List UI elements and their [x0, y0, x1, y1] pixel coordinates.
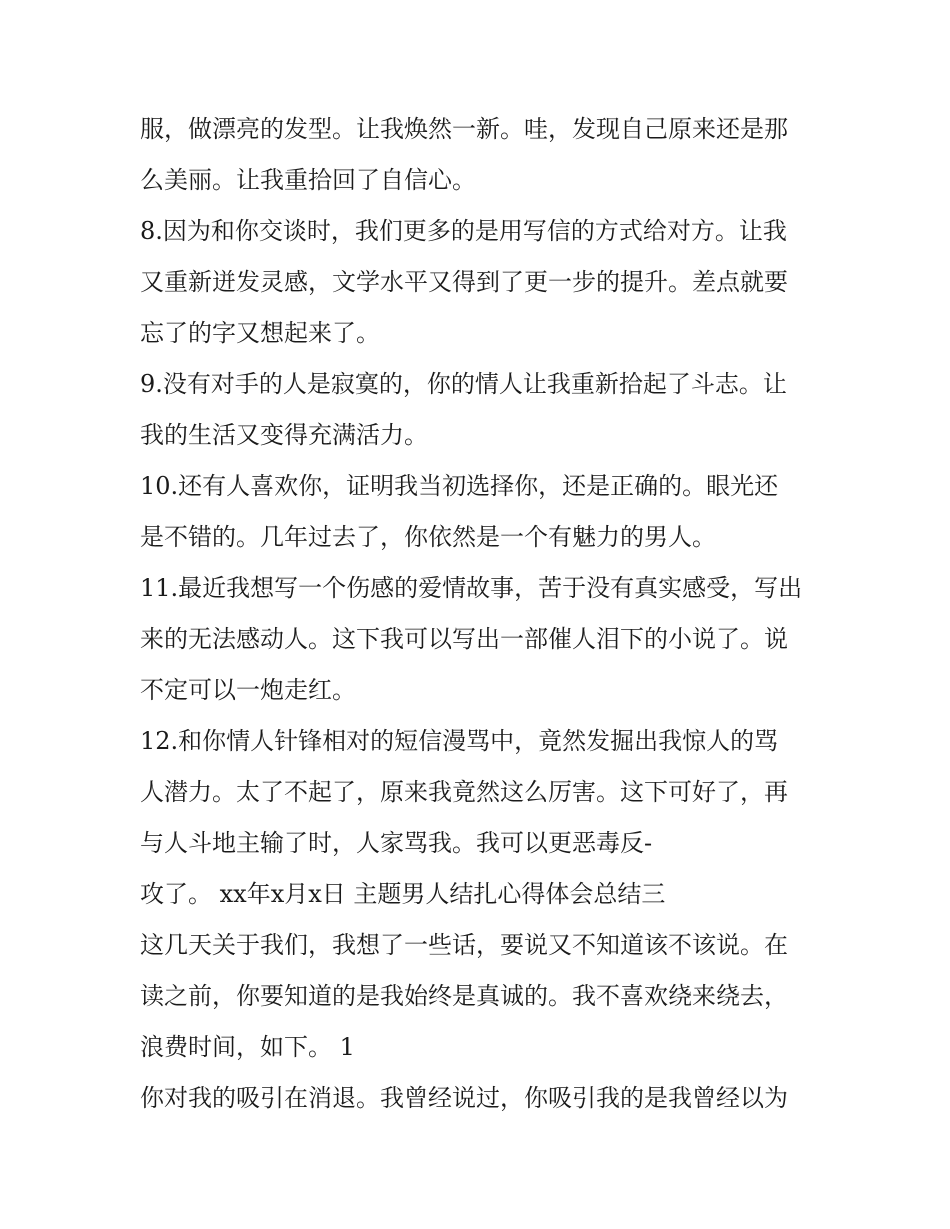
text-line: 不定可以一炮走红。	[140, 676, 356, 704]
text-line: 10.还有人喜欢你，证明我当初选择你，还是正确的。眼光还	[140, 472, 779, 500]
text-line: 12.和你情人针锋相对的短信漫骂中，竟然发掘出我惊人的骂	[140, 727, 779, 755]
text-line: 11.最近我想写一个伤感的爱情故事，苦于没有真实感受，写出	[140, 574, 803, 602]
text-line: 你对我的吸引在消退。我曾经说过，你吸引我的是我曾经以为	[140, 1084, 788, 1112]
text-line: 忘了的字又想起来了。	[140, 319, 380, 347]
text-line: 我的生活又变得充满活力。	[140, 421, 428, 449]
text-line: 人潜力。太了不起了，原来我竟然这么厉害。这下可好了，再	[140, 778, 788, 806]
text-line: 又重新迸发灵感，文学水平又得到了更一步的提升。差点就要	[140, 268, 788, 296]
text-line: 么美丽。让我重拾回了自信心。	[140, 166, 476, 194]
text-line: 攻了。 xx年x月x日 主题男人结扎心得体会总结三	[140, 880, 666, 908]
text-line: 浪费时间，如下。 1	[140, 1033, 355, 1061]
text-line: 8.因为和你交谈时，我们更多的是用写信的方式给对方。让我	[140, 217, 787, 245]
text-line: 读之前，你要知道的是我始终是真诚的。我不喜欢绕来绕去，	[140, 982, 788, 1010]
text-line: 这几天关于我们，我想了一些话，要说又不知道该不该说。在	[140, 931, 788, 959]
body-text	[140, 104, 830, 1124]
text-line: 与人斗地主输了时，人家骂我。我可以更恶毒反-	[140, 829, 653, 857]
text-line: 9.没有对手的人是寂寞的，你的情人让我重新拾起了斗志。让	[140, 370, 787, 398]
text-line: 来的无法感动人。这下我可以写出一部催人泪下的小说了。说	[140, 625, 788, 653]
text-line: 是不错的。几年过去了，你依然是一个有魅力的男人。	[140, 523, 716, 551]
text-line: 服，做漂亮的发型。让我焕然一新。哇，发现自己原来还是那	[140, 115, 788, 143]
